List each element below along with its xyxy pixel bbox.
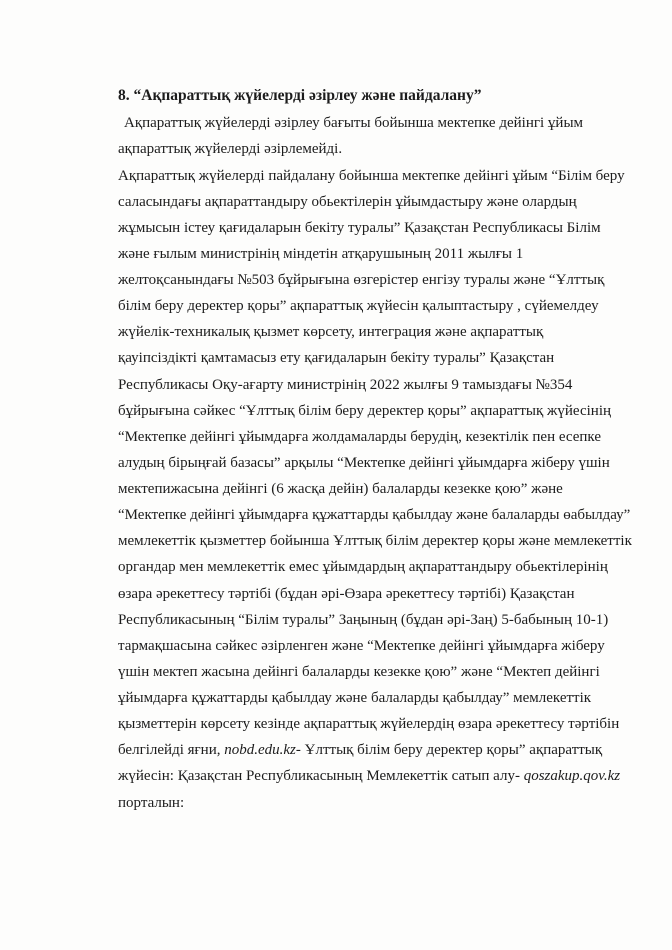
text-line: “Мектепке дейінгі ұйымдарға құжаттарды қабылдау және балаларды өабылдау” bbox=[118, 507, 631, 523]
text-line: үшін мектеп жасына дейінгі балаларды кезекке қою” және “Мектеп дейінгі bbox=[118, 664, 600, 680]
text-line: органдар мен мемлекеттік емес ұйымдардың ақпараттандыру обьектілерінің bbox=[118, 559, 608, 575]
text-line: тармақшасына сәйкес әзірленген және “Мектепке дейінгі ұйымдарға жіберу bbox=[118, 638, 605, 654]
text-line: саласындағы ақпараттандыру обьектілерін ұйымдастыру және олардың bbox=[118, 194, 577, 210]
text-line: ақпараттық жүйелерді әзірлемейді. bbox=[118, 141, 343, 157]
text-line: жұмысын істеу қағидаларын бекіту туралы” Қазақстан Республикасы Білім bbox=[118, 220, 601, 236]
text-segment: жүйесін: Қазақстан Республикасының Мемлекеттік сатып алу- bbox=[118, 768, 524, 784]
text-line: “Мектепке дейінгі ұйымдарға жолдамаларды берудің, кезектілік пен есепке bbox=[118, 429, 601, 445]
text-line: ұйымдарға құжаттарды қабылдау және балаларды қабылдау” мемлекеттік bbox=[118, 690, 592, 706]
text-line bbox=[118, 766, 620, 786]
text-line: порталын: bbox=[118, 795, 185, 811]
text-line: білім беру деректер қоры” ақпараттық жүйесін қалыптастыру , сүйемелдеу bbox=[118, 298, 599, 314]
text-line bbox=[118, 740, 602, 760]
goszakup-link-text: qoszakup.qov.kz bbox=[523, 768, 621, 784]
text-line: алудың бірыңғай базасы” арқылы “Мектепке дейінгі ұйымдарға жіберу үшін bbox=[118, 455, 610, 471]
text-line: мектепижасына дейінгі (6 жасқа дейін) балаларды кезекке қою” және bbox=[118, 481, 563, 497]
text-line: Республикасының “Білім туралы” Заңының (бұдан әрі-Заң) 5-бабының 10-1) bbox=[118, 612, 609, 628]
text-line: бұйрығына сәйкес “Ұлттық білім беру деректер қоры” ақпараттық жүйесінің bbox=[118, 403, 612, 419]
text-line: қауіпсіздікті қамтамасыз ету қағидаларын бекіту туралы” Қазақстан bbox=[118, 350, 555, 366]
text-segment: белгілейді яғни, bbox=[118, 742, 225, 758]
text-segment: - Ұлттық білім беру деректер қоры” ақпараттық bbox=[295, 742, 603, 758]
text-line: Республикасы Оқу-ағарту министрінің 2022 жылғы 9 тамыздағы №354 bbox=[118, 377, 573, 393]
text-line: Ақпараттық жүйелерді пайдалану бойынша мектепке дейінгі ұйым “Білім беру bbox=[118, 168, 625, 184]
text-line: қызметтерін көрсету кезінде ақпараттық жүйелердің өзара әрекеттесу тәртібін bbox=[118, 716, 620, 732]
text-line: Ақпараттық жүйелерді әзірлеу бағыты бойынша мектепке дейінгі ұйым bbox=[124, 115, 584, 131]
text-line: өзара әрекеттесу тәртібі (бұдан әрі-Өзара әрекеттесу тәртібі) Қазақстан bbox=[118, 586, 575, 602]
nobd-link-text: nobd.edu.kz bbox=[224, 742, 296, 758]
section-heading: 8. “Ақпараттық жүйелерді әзірлеу және пайдалану” bbox=[118, 87, 482, 104]
text-line: жүйелік-техникалық қызмет көрсету, интеграция және ақпараттық bbox=[118, 324, 544, 340]
text-line: және ғылым министрінің міндетін атқарушының 2011 жылғы 1 bbox=[118, 246, 524, 262]
text-line: мемлекеттік қызметтер бойынша Ұлттық білім деректер қоры және мемлекеттік bbox=[118, 533, 632, 549]
text-line: желтоқсанындағы №503 бұйрығына өзгерістер енгізу туралы және “Ұлттық bbox=[118, 272, 605, 288]
